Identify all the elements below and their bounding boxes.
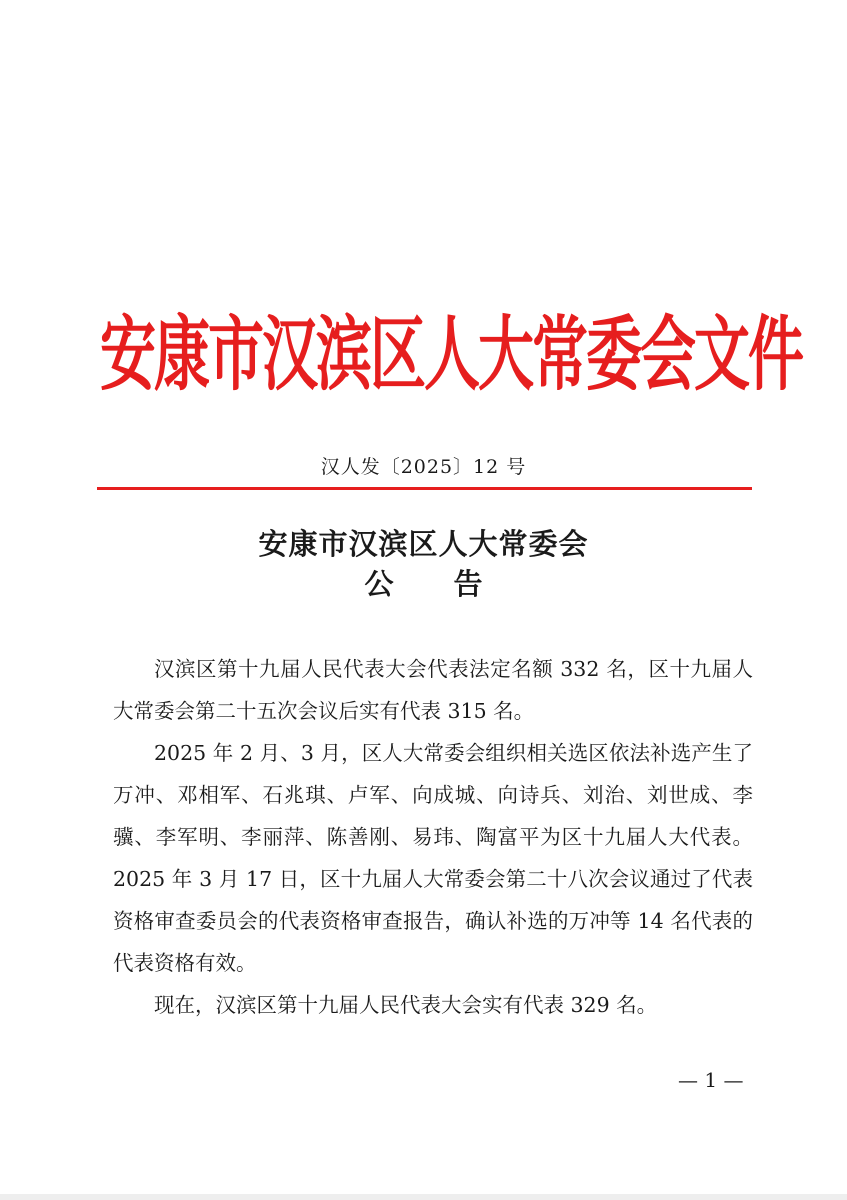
- body-paragraph-3: 现在，汉滨区第十九届人民代表大会实有代表 329 名。: [154, 993, 658, 1017]
- page-bottom-edge: [0, 1194, 847, 1200]
- announcement-title-char-2: 告: [453, 567, 483, 601]
- announcement-issuer-title: 安康市汉滨区人大常委会: [258, 527, 589, 561]
- red-separator-line: [97, 487, 752, 490]
- body-paragraph-1: 汉滨区第十九届人民代表大会代表法定名额 332 名，区十九届人大常委会第二十五次会议后实有代表 315 名。: [113, 657, 753, 723]
- document-masthead: 安康市汉滨区人大常委会文件: [100, 307, 802, 403]
- announcement-title: [0, 562, 847, 603]
- announcement-title-char-1: 公: [364, 567, 394, 601]
- document-number: 汉人发〔2025〕12 号: [320, 456, 527, 478]
- body-paragraph-2: 2025 年 2 月、3 月，区人大常委会组织相关选区依法补选产生了万冲、邓相军、石兆琪、卢军、向成城、向诗兵、刘治、刘世成、李骥、李军明、李丽萍、陈善刚、易玮、陶富平为区十九届人大代表。2025 年 3 月 17 日，区十九届人大常委会第二十八次会议通过了代表资格审查委员会的代表资格审查报告，确认补选的万冲等 14 名代表的代表资格有效。: [113, 741, 753, 975]
- announcement-body: [113, 648, 753, 1026]
- page-number: — 1 —: [678, 1068, 744, 1092]
